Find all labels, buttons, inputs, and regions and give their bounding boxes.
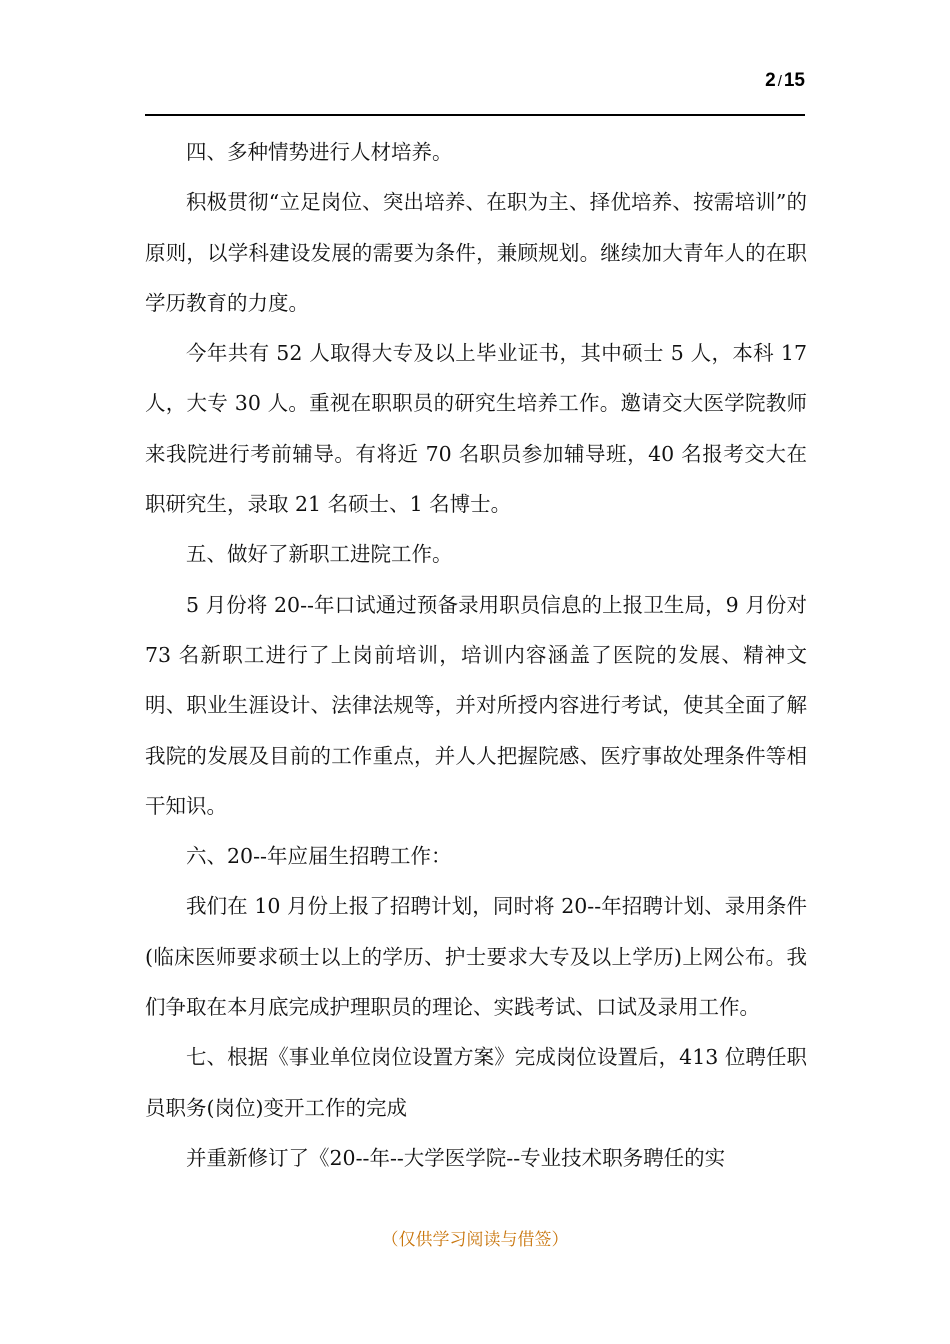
body-paragraph: 我们在 10 月份上报了招聘计划，同时将 20--年招聘计划、录用条件(临床医师要求硕士以上的学历、护士要求大专及以上学历)上网公布。我们争取在本月底完成护理职员的理论、实践考试、口试及录用工作。 [145, 894, 807, 1020]
current-page-number: 2 [765, 70, 776, 91]
section-heading-6: 六、20--年应届生招聘工作： [186, 844, 452, 869]
header-divider [145, 114, 805, 116]
page-number [765, 70, 805, 92]
section-heading-4: 四、多种情势进行人材培养。 [186, 140, 453, 164]
document-body [145, 127, 807, 1183]
section-heading-7: 七、根据《事业单位岗位设置方案》完成岗位设置后，413 位聘任职员职务(岗位)变开工作的完成 [145, 1045, 807, 1120]
page-separator: / [777, 73, 782, 90]
body-paragraph: 今年共有 52 人取得大专及以上毕业证书，其中硕士 5 人，本科 17 人，大专 30 人。重视在职职员的研究生培养工作。邀请交大医学院教师来我院进行考前辅导。有将近 70 名职员参加辅导班，40 名报考交大在职研究生，录取 21 名硕士、1 名博士。 [145, 341, 807, 517]
section-heading-5: 五、做好了新职工进院工作。 [186, 542, 453, 567]
total-page-count: 15 [783, 70, 805, 91]
body-paragraph: 并重新修订了《20--年--大学医学院--专业技术职务聘任的实 [186, 1145, 726, 1170]
body-paragraph: 积极贯彻“立足岗位、突出培养、在职为主、择优培养、按需培训”的原则，以学科建设发展的需要为条件，兼顾规划。继续加大青年人的在职学历教育的力度。 [145, 190, 807, 315]
body-paragraph: 5 月份将 20--年口试通过预备录用职员信息的上报卫生局，9 月份对 73 名新职工进行了上岗前培训，培训内容涵盖了医院的发展、精神文明、职业生涯设计、法律法规等，并对所授内容进行考试，使其全面了解我院的发展及目前的工作重点，并人人把握院感、医疗事故处理条件等相干知识。 [145, 592, 807, 818]
footer-disclaimer: （仅供学习阅读与借签） [381, 1230, 569, 1250]
